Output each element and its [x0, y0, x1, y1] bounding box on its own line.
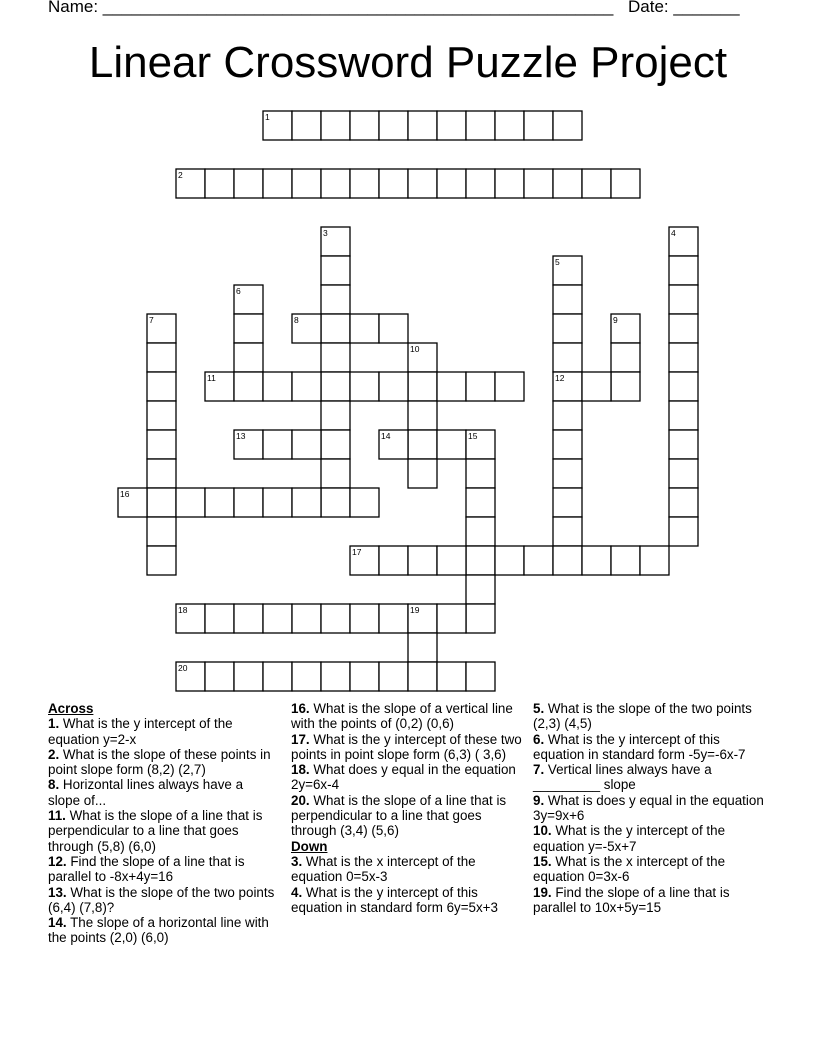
grid-cell[interactable]	[524, 169, 553, 198]
grid-cell[interactable]	[408, 169, 437, 198]
grid-cell[interactable]	[611, 343, 640, 372]
grid-cell[interactable]	[234, 169, 263, 198]
grid-cell[interactable]	[437, 111, 466, 140]
clue-text: Vertical lines always have a _________ slope	[533, 762, 712, 793]
grid-cell[interactable]	[321, 459, 350, 488]
grid-cell[interactable]	[408, 372, 437, 401]
grid-cell[interactable]	[292, 111, 321, 140]
clue-item	[48, 777, 278, 808]
grid-cell[interactable]	[205, 662, 234, 691]
grid-cell[interactable]	[350, 111, 379, 140]
grid-cell[interactable]	[350, 372, 379, 401]
grid-cell[interactable]	[205, 488, 234, 517]
clue-item	[533, 762, 773, 793]
grid-cell[interactable]	[292, 169, 321, 198]
cell-number: 5	[555, 257, 560, 267]
clue-item	[48, 885, 278, 916]
clue-text: Find the slope of a line that is parallel to -8x+4y=16	[48, 853, 245, 885]
grid-cell[interactable]	[437, 604, 466, 633]
clue-heading-down: Down	[291, 838, 328, 854]
clue-text: What is the slope of a line that is perpendicular to a line that goes through (3,4) (5,6)	[291, 792, 507, 839]
grid-cell[interactable]	[350, 604, 379, 633]
cell-number: 20	[178, 663, 188, 673]
clues-column-2	[291, 701, 523, 915]
grid-cell[interactable]	[669, 314, 698, 343]
clue-item	[291, 885, 523, 916]
grid-cell[interactable]	[466, 604, 495, 633]
cell-number: 17	[352, 547, 362, 557]
grid-cell[interactable]	[466, 111, 495, 140]
clue-text: The slope of a horizontal line with the points (2,0) (6,0)	[48, 915, 269, 946]
grid-cell[interactable]	[263, 488, 292, 517]
grid-cell[interactable]	[263, 604, 292, 633]
grid-cell[interactable]	[553, 285, 582, 314]
grid-cell[interactable]	[466, 372, 495, 401]
clue-number: 17.	[291, 731, 310, 747]
clue-heading-across: Across	[48, 701, 94, 716]
grid-cell[interactable]	[321, 111, 350, 140]
clue-item	[291, 732, 523, 763]
grid-cell[interactable]	[495, 372, 524, 401]
grid-cell[interactable]	[437, 662, 466, 691]
grid-cell[interactable]	[321, 314, 350, 343]
grid-cell[interactable]	[553, 488, 582, 517]
grid-cell[interactable]	[408, 459, 437, 488]
grid-cell[interactable]	[379, 546, 408, 575]
grid-cell[interactable]	[321, 256, 350, 285]
name-line: Name: ______________________________________________________	[48, 0, 614, 16]
grid-cell[interactable]	[437, 372, 466, 401]
grid-cell[interactable]	[263, 662, 292, 691]
grid-cell[interactable]	[321, 488, 350, 517]
page-title: Linear Crossword Puzzle Project	[88, 38, 728, 87]
grid-cell[interactable]	[669, 517, 698, 546]
clue-number: 2.	[48, 746, 60, 762]
cell-number: 7	[149, 315, 154, 325]
clue-item	[533, 793, 773, 824]
clue-number: 15.	[533, 853, 552, 869]
clue-number: 6.	[533, 731, 545, 747]
cell-number: 1	[265, 112, 270, 122]
clue-text: Horizontal lines always have a slope of...	[48, 777, 244, 808]
grid-cell[interactable]	[176, 488, 205, 517]
clue-text: What does y equal in the equation 2y=6x-4	[291, 762, 516, 793]
clue-text: What is the slope of a vertical line with the points of (0,2) (0,6)	[291, 701, 513, 732]
clue-number: 14.	[48, 915, 67, 931]
grid-cell[interactable]	[263, 169, 292, 198]
clue-item	[533, 701, 773, 732]
cell-number: 4	[671, 228, 676, 238]
clue-item	[291, 854, 523, 885]
grid-cell[interactable]	[321, 169, 350, 198]
grid-cell[interactable]	[495, 546, 524, 575]
grid-cell[interactable]	[408, 633, 437, 662]
clue-text: What is the y intercept of these two points in point slope form (6,3) ( 3,6)	[291, 731, 522, 762]
grid-cell[interactable]	[321, 372, 350, 401]
grid-cell[interactable]	[234, 488, 263, 517]
grid-cell[interactable]	[292, 430, 321, 459]
grid-cell[interactable]	[553, 459, 582, 488]
grid-cell[interactable]	[582, 169, 611, 198]
grid-cell[interactable]	[669, 459, 698, 488]
grid-cell[interactable]	[379, 662, 408, 691]
clue-number: 3.	[291, 853, 303, 869]
clue-number: 10.	[533, 823, 552, 839]
grid-cell[interactable]	[147, 459, 176, 488]
clue-number: 13.	[48, 884, 67, 900]
clue-text: What is the y intercept of the equation y=2-x	[48, 716, 233, 747]
clue-text: Find the slope of a line that is parallel to 10x+5y=15	[533, 884, 730, 915]
grid-cell[interactable]	[205, 169, 234, 198]
clues-column-3	[533, 701, 773, 915]
clue-item	[533, 732, 773, 763]
grid-cell[interactable]	[147, 401, 176, 430]
grid-cell[interactable]	[466, 488, 495, 517]
clue-text: What is the y intercept of the equation y=-5x+7	[533, 823, 726, 854]
grid-cell[interactable]	[582, 546, 611, 575]
grid-cell[interactable]	[495, 169, 524, 198]
cell-number: 13	[236, 431, 246, 441]
cell-number: 3	[323, 228, 328, 238]
grid-cell[interactable]	[669, 343, 698, 372]
grid-cell[interactable]	[669, 285, 698, 314]
clue-number: 9.	[533, 792, 545, 808]
grid-cell[interactable]	[408, 430, 437, 459]
cell-number: 12	[555, 373, 565, 383]
grid-cell[interactable]	[611, 546, 640, 575]
cell-number: 15	[468, 431, 478, 441]
clue-item	[533, 823, 773, 854]
clue-text: What is the slope of the two points (2,3) (4,5)	[533, 701, 752, 732]
grid-cell[interactable]	[205, 604, 234, 633]
grid-cell[interactable]	[350, 314, 379, 343]
grid-cell[interactable]	[234, 604, 263, 633]
clue-item	[291, 793, 523, 839]
grid-cell[interactable]	[640, 546, 669, 575]
cell-number: 14	[381, 431, 391, 441]
grid-cell[interactable]	[147, 430, 176, 459]
clue-text: What is the x intercept of the equation 0=3x-6	[533, 853, 726, 885]
clue-item	[533, 885, 773, 916]
grid-cell[interactable]	[669, 372, 698, 401]
clues-column-1	[48, 701, 278, 946]
grid-cell[interactable]	[292, 604, 321, 633]
grid-cell[interactable]	[466, 517, 495, 546]
clue-number: 1.	[48, 716, 60, 732]
grid-cell[interactable]	[234, 662, 263, 691]
grid-cell[interactable]	[611, 169, 640, 198]
clue-text: What is the slope of the two points (6,4) (7,8)?	[48, 884, 275, 915]
grid-cell[interactable]	[147, 488, 176, 517]
cell-number: 19	[410, 605, 420, 615]
grid-cell[interactable]	[408, 546, 437, 575]
clue-item	[48, 915, 278, 946]
grid-cell[interactable]	[263, 430, 292, 459]
cell-number: 2	[178, 170, 183, 180]
clue-number: 5.	[533, 701, 545, 716]
clue-number: 8.	[48, 777, 60, 793]
grid-cell[interactable]	[466, 662, 495, 691]
grid-cell[interactable]	[147, 517, 176, 546]
grid-cell[interactable]	[466, 459, 495, 488]
grid-cell[interactable]	[611, 372, 640, 401]
grid-cell[interactable]	[263, 372, 292, 401]
cell-number: 6	[236, 286, 241, 296]
clue-number: 18.	[291, 762, 310, 778]
clue-item	[533, 854, 773, 885]
grid-cell[interactable]	[292, 488, 321, 517]
grid-cell[interactable]	[350, 169, 379, 198]
grid-cell[interactable]	[321, 285, 350, 314]
clue-number: 11.	[48, 808, 66, 824]
grid-cell[interactable]	[495, 111, 524, 140]
grid-cell[interactable]	[321, 343, 350, 372]
cell-number: 18	[178, 605, 188, 615]
grid-cell[interactable]	[147, 546, 176, 575]
clue-text: What is does y equal in the equation 3y=9x+6	[533, 792, 764, 824]
grid-cell[interactable]	[147, 343, 176, 372]
grid-cell[interactable]	[292, 662, 321, 691]
grid-cell[interactable]	[350, 662, 379, 691]
clue-item	[48, 854, 278, 885]
grid-cell[interactable]	[147, 372, 176, 401]
clue-text: What is the slope of a line that is perpendicular to a line that goes through (5,8) (6,0)	[48, 808, 263, 854]
grid-cell[interactable]	[553, 169, 582, 198]
grid-cell[interactable]	[669, 488, 698, 517]
grid-cell[interactable]	[553, 430, 582, 459]
grid-cell[interactable]	[234, 314, 263, 343]
grid-cell[interactable]	[379, 169, 408, 198]
grid-cell[interactable]	[553, 401, 582, 430]
grid-cell[interactable]	[321, 401, 350, 430]
grid-cell[interactable]	[553, 111, 582, 140]
grid-cell[interactable]	[553, 343, 582, 372]
clue-item	[48, 716, 278, 747]
clue-number: 19.	[533, 884, 552, 900]
grid-cell[interactable]	[379, 372, 408, 401]
clue-text: What is the y intercept of this equation in standard form 6y=5x+3	[291, 884, 498, 915]
clue-item	[48, 747, 278, 778]
clue-text: What is the x intercept of the equation 0=5x-3	[291, 853, 476, 885]
date-line: Date: _______	[628, 0, 740, 16]
grid-cell[interactable]	[408, 662, 437, 691]
clue-number: 7.	[533, 762, 545, 778]
cell-number: 10	[410, 344, 420, 354]
grid-cell[interactable]	[524, 546, 553, 575]
clue-number: 20.	[291, 792, 310, 808]
clue-item	[291, 701, 523, 732]
clue-text: What is the slope of these points in point slope form (8,2) (2,7)	[48, 746, 271, 778]
clue-text: What is the y intercept of this equation in standard form -5y=-6x-7	[533, 731, 746, 762]
grid-cell[interactable]	[669, 401, 698, 430]
clue-number: 12.	[48, 853, 67, 869]
grid-cell[interactable]	[234, 343, 263, 372]
grid-cell[interactable]	[553, 517, 582, 546]
grid-cell[interactable]	[321, 662, 350, 691]
grid-cell[interactable]	[466, 546, 495, 575]
grid-cell[interactable]	[669, 256, 698, 285]
clue-item	[48, 808, 278, 854]
clue-number: 4.	[291, 884, 303, 900]
grid-cell[interactable]	[408, 111, 437, 140]
grid-cell[interactable]	[524, 111, 553, 140]
grid-cell[interactable]	[582, 372, 611, 401]
grid-cell[interactable]	[437, 169, 466, 198]
clue-item	[291, 762, 523, 793]
grid-cell[interactable]	[350, 488, 379, 517]
cell-number: 9	[613, 315, 618, 325]
grid-cell[interactable]	[234, 372, 263, 401]
grid-cell[interactable]	[466, 169, 495, 198]
grid-cell[interactable]	[553, 546, 582, 575]
grid-cell[interactable]	[321, 430, 350, 459]
grid-cell[interactable]	[379, 604, 408, 633]
grid-cell[interactable]	[321, 604, 350, 633]
grid-cell[interactable]	[379, 111, 408, 140]
cell-number: 11	[207, 373, 216, 383]
grid-cell[interactable]	[437, 430, 466, 459]
grid-cell[interactable]	[379, 314, 408, 343]
cell-number: 16	[120, 489, 130, 499]
grid-cell[interactable]	[553, 314, 582, 343]
grid-cell[interactable]	[669, 430, 698, 459]
grid-cell[interactable]	[408, 401, 437, 430]
clue-number: 16.	[291, 701, 310, 716]
grid-cell[interactable]	[437, 546, 466, 575]
grid-cell[interactable]	[466, 575, 495, 604]
cell-number: 8	[294, 315, 299, 325]
grid-cell[interactable]	[292, 372, 321, 401]
